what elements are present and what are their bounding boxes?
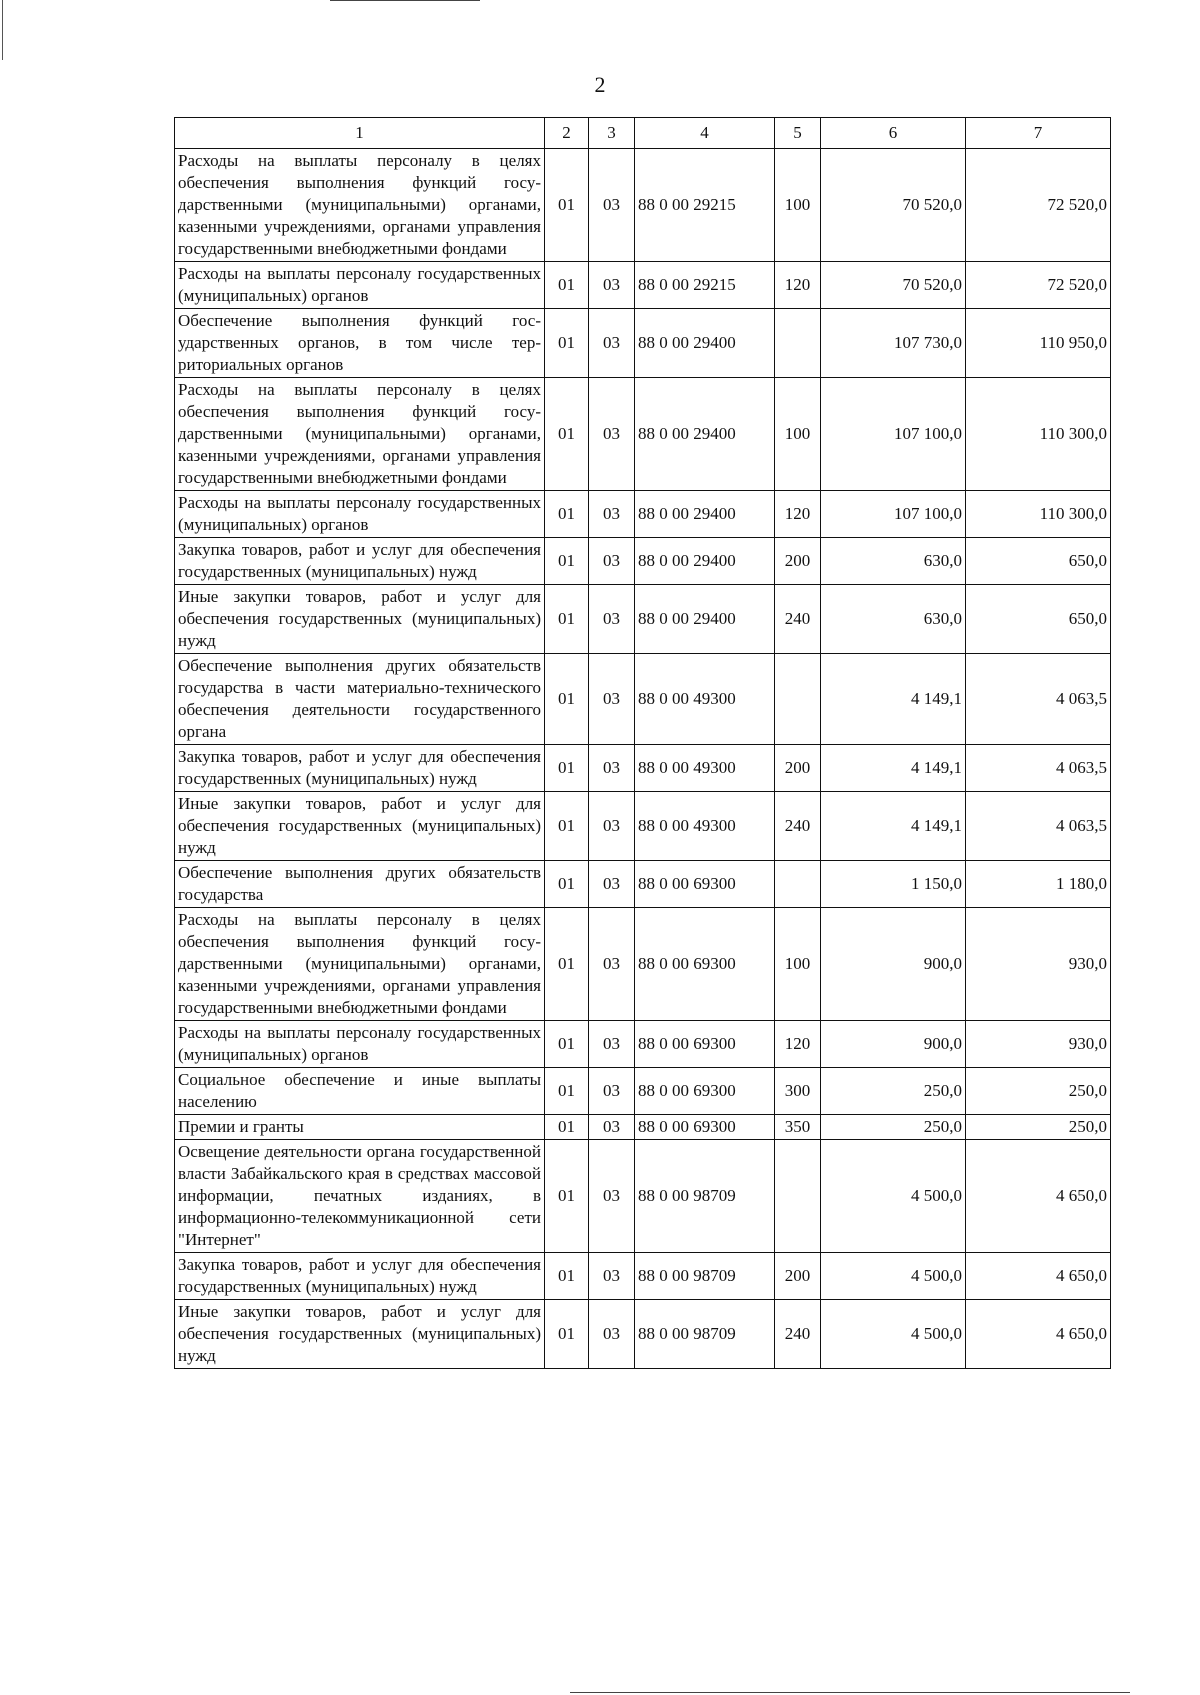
item-name: Закупка товаров, работ и услуг для обеспечения государственных (муниципальных) нужд xyxy=(175,538,545,585)
table-row xyxy=(175,1300,1111,1369)
expense-type-code xyxy=(775,861,821,908)
table-row xyxy=(175,792,1111,861)
section-code: 01 xyxy=(545,262,589,309)
section-code: 01 xyxy=(545,1300,589,1369)
target-article-code: 88 0 00 29215 xyxy=(635,149,775,262)
subsection-code: 03 xyxy=(589,1068,635,1115)
section-code: 01 xyxy=(545,149,589,262)
item-name: Освещение деятельности органа государственной власти Забайкальского края в средствах массовой информации, печатных изданиях, в информационно-телекоммуникационной сети "Интернет" xyxy=(175,1140,545,1253)
section-code: 01 xyxy=(545,491,589,538)
expense-type-code: 100 xyxy=(775,149,821,262)
table-row xyxy=(175,1115,1111,1140)
target-article-code: 88 0 00 69300 xyxy=(635,1115,775,1140)
amount-year-2: 4 650,0 xyxy=(966,1253,1111,1300)
target-article-code: 88 0 00 29400 xyxy=(635,538,775,585)
amount-year-1: 630,0 xyxy=(821,585,966,654)
table-row xyxy=(175,861,1111,908)
amount-year-2: 4 650,0 xyxy=(966,1140,1111,1253)
section-code: 01 xyxy=(545,792,589,861)
section-code: 01 xyxy=(545,1115,589,1140)
item-name: Социальное обеспечение и иные выплаты населению xyxy=(175,1068,545,1115)
amount-year-2: 110 300,0 xyxy=(966,491,1111,538)
expense-type-code: 300 xyxy=(775,1068,821,1115)
amount-year-2: 250,0 xyxy=(966,1068,1111,1115)
section-code: 01 xyxy=(545,378,589,491)
expense-type-code: 240 xyxy=(775,1300,821,1369)
section-code: 01 xyxy=(545,1140,589,1253)
table-row xyxy=(175,908,1111,1021)
item-name: Расходы на выплаты персоналу государственных (муниципальных) органов xyxy=(175,262,545,309)
amount-year-1: 107 100,0 xyxy=(821,491,966,538)
target-article-code: 88 0 00 49300 xyxy=(635,745,775,792)
page-number: 2 xyxy=(594,72,606,97)
column-header-5: 5 xyxy=(775,118,821,149)
item-name: Закупка товаров, работ и услуг для обеспечения государственных (муниципальных) нужд xyxy=(175,745,545,792)
expense-type-code: 120 xyxy=(775,262,821,309)
column-header-3: 3 xyxy=(589,118,635,149)
item-name: Расходы на выплаты персоналу государственных (муниципальных) органов xyxy=(175,1021,545,1068)
column-header-2: 2 xyxy=(545,118,589,149)
table-row xyxy=(175,378,1111,491)
target-article-code: 88 0 00 69300 xyxy=(635,1021,775,1068)
amount-year-1: 4 149,1 xyxy=(821,792,966,861)
amount-year-1: 250,0 xyxy=(821,1068,966,1115)
amount-year-1: 4 500,0 xyxy=(821,1300,966,1369)
amount-year-2: 110 950,0 xyxy=(966,309,1111,378)
subsection-code: 03 xyxy=(589,861,635,908)
subsection-code: 03 xyxy=(589,654,635,745)
subsection-code: 03 xyxy=(589,149,635,262)
amount-year-1: 4 500,0 xyxy=(821,1253,966,1300)
table-row xyxy=(175,309,1111,378)
target-article-code: 88 0 00 29400 xyxy=(635,491,775,538)
table-body xyxy=(175,149,1111,1369)
expense-type-code: 120 xyxy=(775,1021,821,1068)
subsection-code: 03 xyxy=(589,262,635,309)
table-row xyxy=(175,1068,1111,1115)
target-article-code: 88 0 00 29400 xyxy=(635,309,775,378)
amount-year-2: 250,0 xyxy=(966,1115,1111,1140)
item-name: Обеспечение выполнения других обязательств государства xyxy=(175,861,545,908)
amount-year-1: 4 149,1 xyxy=(821,745,966,792)
amount-year-2: 930,0 xyxy=(966,908,1111,1021)
section-code: 01 xyxy=(545,908,589,1021)
target-article-code: 88 0 00 29215 xyxy=(635,262,775,309)
subsection-code: 03 xyxy=(589,1140,635,1253)
subsection-code: 03 xyxy=(589,1300,635,1369)
amount-year-2: 72 520,0 xyxy=(966,262,1111,309)
column-header-4: 4 xyxy=(635,118,775,149)
expense-type-code: 350 xyxy=(775,1115,821,1140)
expense-type-code: 240 xyxy=(775,585,821,654)
section-code: 01 xyxy=(545,654,589,745)
table-row xyxy=(175,654,1111,745)
subsection-code: 03 xyxy=(589,309,635,378)
section-code: 01 xyxy=(545,309,589,378)
section-code: 01 xyxy=(545,585,589,654)
target-article-code: 88 0 00 29400 xyxy=(635,585,775,654)
amount-year-2: 72 520,0 xyxy=(966,149,1111,262)
scan-edge-line xyxy=(330,0,480,1)
item-name: Расходы на выплаты персоналу государственных (муниципальных) органов xyxy=(175,491,545,538)
scan-margin-line xyxy=(2,0,3,60)
amount-year-2: 110 300,0 xyxy=(966,378,1111,491)
amount-year-1: 630,0 xyxy=(821,538,966,585)
table-row xyxy=(175,149,1111,262)
amount-year-2: 4 063,5 xyxy=(966,792,1111,861)
column-header-1: 1 xyxy=(175,118,545,149)
column-header-7: 7 xyxy=(966,118,1111,149)
item-name: Расходы на выплаты персоналу в целях обеспечения выполнения функций государственными (муниципальными) органами, казенными учреждениями, органами управления государственными внебюджетными фондами xyxy=(175,378,545,491)
column-header-6: 6 xyxy=(821,118,966,149)
table-row xyxy=(175,585,1111,654)
amount-year-1: 1 150,0 xyxy=(821,861,966,908)
amount-year-1: 900,0 xyxy=(821,908,966,1021)
header-row xyxy=(175,118,1111,149)
section-code: 01 xyxy=(545,538,589,585)
amount-year-2: 650,0 xyxy=(966,538,1111,585)
expense-type-code: 100 xyxy=(775,908,821,1021)
amount-year-2: 4 650,0 xyxy=(966,1300,1111,1369)
expense-type-code: 200 xyxy=(775,745,821,792)
amount-year-1: 4 500,0 xyxy=(821,1140,966,1253)
target-article-code: 88 0 00 98709 xyxy=(635,1300,775,1369)
amount-year-1: 70 520,0 xyxy=(821,262,966,309)
item-name: Обеспечение выполнения функций государственных органов, в том числе территориальных органов xyxy=(175,309,545,378)
section-code: 01 xyxy=(545,1253,589,1300)
target-article-code: 88 0 00 69300 xyxy=(635,861,775,908)
amount-year-2: 4 063,5 xyxy=(966,654,1111,745)
amount-year-1: 107 730,0 xyxy=(821,309,966,378)
section-code: 01 xyxy=(545,1021,589,1068)
table-row xyxy=(175,1253,1111,1300)
table-row xyxy=(175,1140,1111,1253)
target-article-code: 88 0 00 98709 xyxy=(635,1140,775,1253)
target-article-code: 88 0 00 69300 xyxy=(635,1068,775,1115)
target-article-code: 88 0 00 49300 xyxy=(635,792,775,861)
subsection-code: 03 xyxy=(589,1021,635,1068)
subsection-code: 03 xyxy=(589,908,635,1021)
item-name: Иные закупки товаров, работ и услуг для обеспечения государственных (муниципальных) нужд xyxy=(175,1300,545,1369)
target-article-code: 88 0 00 69300 xyxy=(635,908,775,1021)
subsection-code: 03 xyxy=(589,378,635,491)
item-name: Иные закупки товаров, работ и услуг для обеспечения государственных (муниципальных) нужд xyxy=(175,585,545,654)
expense-type-code: 120 xyxy=(775,491,821,538)
subsection-code: 03 xyxy=(589,585,635,654)
table-row xyxy=(175,745,1111,792)
section-code: 01 xyxy=(545,861,589,908)
item-name: Обеспечение выполнения других обязательств государства в части материально-технического обеспечения деятельности государственного органа xyxy=(175,654,545,745)
amount-year-1: 107 100,0 xyxy=(821,378,966,491)
amount-year-2: 4 063,5 xyxy=(966,745,1111,792)
subsection-code: 03 xyxy=(589,792,635,861)
amount-year-1: 70 520,0 xyxy=(821,149,966,262)
amount-year-2: 1 180,0 xyxy=(966,861,1111,908)
expense-type-code xyxy=(775,309,821,378)
table-row xyxy=(175,262,1111,309)
expense-type-code: 200 xyxy=(775,538,821,585)
target-article-code: 88 0 00 98709 xyxy=(635,1253,775,1300)
expense-type-code: 100 xyxy=(775,378,821,491)
target-article-code: 88 0 00 49300 xyxy=(635,654,775,745)
table-row xyxy=(175,491,1111,538)
expense-type-code: 200 xyxy=(775,1253,821,1300)
subsection-code: 03 xyxy=(589,491,635,538)
amount-year-2: 930,0 xyxy=(966,1021,1111,1068)
amount-year-2: 650,0 xyxy=(966,585,1111,654)
scan-edge-line xyxy=(570,1692,1130,1693)
table-row xyxy=(175,538,1111,585)
subsection-code: 03 xyxy=(589,1115,635,1140)
item-name: Закупка товаров, работ и услуг для обеспечения государственных (муниципальных) нужд xyxy=(175,1253,545,1300)
subsection-code: 03 xyxy=(589,1253,635,1300)
budget-table xyxy=(174,117,1111,1369)
amount-year-1: 900,0 xyxy=(821,1021,966,1068)
section-code: 01 xyxy=(545,745,589,792)
item-name: Расходы на выплаты персоналу в целях обеспечения выполнения функций государственными (муниципальными) органами, казенными учреждениями, органами управления государственными внебюджетными фондами xyxy=(175,149,545,262)
expense-type-code: 240 xyxy=(775,792,821,861)
expense-type-code xyxy=(775,654,821,745)
table-row xyxy=(175,1021,1111,1068)
item-name: Иные закупки товаров, работ и услуг для обеспечения государственных (муниципальных) нужд xyxy=(175,792,545,861)
item-name: Расходы на выплаты персоналу в целях обеспечения выполнения функций государственными (муниципальными) органами, казенными учреждениями, органами управления государственными внебюджетными фондами xyxy=(175,908,545,1021)
item-name: Премии и гранты xyxy=(175,1115,545,1140)
section-code: 01 xyxy=(545,1068,589,1115)
expense-type-code xyxy=(775,1140,821,1253)
subsection-code: 03 xyxy=(589,745,635,792)
target-article-code: 88 0 00 29400 xyxy=(635,378,775,491)
subsection-code: 03 xyxy=(589,538,635,585)
amount-year-1: 4 149,1 xyxy=(821,654,966,745)
amount-year-1: 250,0 xyxy=(821,1115,966,1140)
